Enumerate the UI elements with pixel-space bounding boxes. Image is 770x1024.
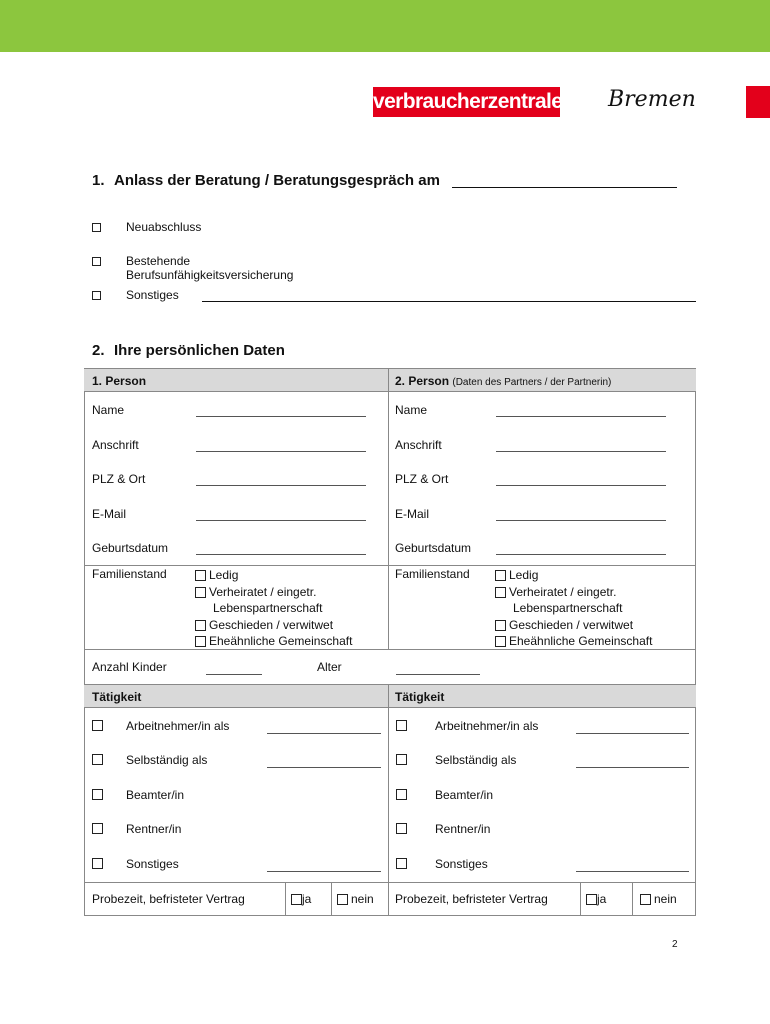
cell-divider — [632, 882, 633, 916]
option-label: Verheiratet / eingetr. — [209, 584, 317, 599]
p2-occ-employee-label: Arbeitnehmer/in als — [435, 719, 539, 733]
children-age-label: Alter — [317, 660, 342, 674]
p1-occ-checkbox-civilservant[interactable] — [92, 789, 103, 800]
p1-occ-selfemployed-field[interactable] — [267, 766, 381, 768]
p1-marital-options — [195, 567, 352, 650]
p2-birthdate-label: Geburtsdatum — [395, 541, 472, 555]
p1-occ-checkbox-employee[interactable] — [92, 720, 103, 731]
checkbox-icon[interactable] — [92, 223, 101, 232]
p1-name-label: Name — [92, 403, 125, 417]
option-label: Eheähnliche Gemeinschaft — [209, 634, 353, 648]
checkbox-icon[interactable] — [495, 587, 506, 598]
p1-address-field[interactable] — [196, 450, 366, 452]
section2-title-text: Ihre persönlichen Daten — [114, 342, 285, 359]
p2-occ-employee-field[interactable] — [576, 732, 689, 734]
option-label: Sonstiges — [126, 288, 179, 302]
sonstiges-text-field[interactable] — [202, 301, 696, 302]
option-label: Bestehende Berufsunfähigkeitsversicherung — [126, 254, 294, 282]
cell-divider — [285, 882, 286, 916]
section2-title — [92, 342, 285, 359]
section1-title — [92, 172, 440, 189]
yes-label: ja — [597, 892, 607, 906]
option-neuabschluss[interactable] — [92, 220, 202, 236]
option-bestehende-bu[interactable] — [92, 254, 294, 282]
checkbox-icon[interactable] — [337, 894, 348, 905]
p1-occ-civilservant-label: Beamter/in — [126, 788, 185, 802]
section2-number: 2. — [92, 342, 105, 359]
p2-marital-geschieden[interactable] — [495, 617, 652, 634]
option-label: Neuabschluss — [126, 220, 202, 234]
p2-zip-label: PLZ & Ort — [395, 472, 449, 486]
no-label: nein — [654, 892, 677, 906]
p1-occ-checkbox-retired[interactable] — [92, 823, 103, 834]
p1-address-label: Anschrift — [92, 438, 139, 452]
section1-title-text: Anlass der Beratung / Beratungsgespräch am — [114, 172, 440, 189]
page-number: 2 — [672, 939, 678, 950]
p2-zip-field[interactable] — [496, 484, 666, 486]
checkbox-icon[interactable] — [495, 620, 506, 631]
option-label: Eheähnliche Gemeinschaft — [509, 634, 653, 648]
checkbox-icon[interactable] — [586, 894, 597, 905]
p1-occ-other-label: Sonstiges — [126, 857, 179, 871]
section1-number: 1. — [92, 172, 105, 189]
p1-occ-selfemployed-label: Selbständig als — [126, 753, 208, 767]
cell-divider — [331, 882, 332, 916]
p1-zip-field[interactable] — [196, 484, 366, 486]
p1-birthdate-field[interactable] — [196, 553, 366, 555]
p2-marital-options — [495, 567, 652, 650]
p1-zip-label: PLZ & Ort — [92, 472, 146, 486]
p2-marital-verheiratet[interactable] — [495, 584, 652, 601]
row-divider — [84, 649, 696, 650]
consultation-date-field[interactable] — [452, 187, 677, 188]
person2-note: (Daten des Partners / der Partnerin) — [452, 377, 612, 388]
p1-occ-other-field[interactable] — [267, 870, 381, 872]
option-label: Geschieden / verwitwet — [509, 617, 634, 632]
option-label: Ledig — [509, 568, 539, 582]
option-label: Verheiratet / eingetr. — [509, 584, 617, 599]
top-green-bar — [0, 0, 770, 52]
p2-marital-label: Familienstand — [395, 567, 470, 581]
checkbox-icon[interactable] — [495, 570, 506, 581]
p2-probation-label: Probezeit, befristeter Vertrag — [395, 892, 548, 906]
p2-name-field[interactable] — [496, 415, 666, 417]
p2-marital-ledig[interactable] — [495, 567, 652, 584]
p2-birthdate-field[interactable] — [496, 553, 666, 555]
p2-occ-retired-label: Rentner/in — [435, 822, 491, 836]
checkbox-icon[interactable] — [495, 636, 506, 647]
p1-marital-verheiratet[interactable] — [195, 584, 352, 601]
p1-marital-eheaehnlich[interactable] — [195, 633, 352, 650]
p2-occ-checkbox-selfemployed[interactable] — [396, 754, 407, 765]
children-count-label: Anzahl Kinder — [92, 660, 167, 674]
person2-header — [395, 374, 611, 388]
p1-birthdate-label: Geburtsdatum — [92, 541, 169, 555]
occupation-header-row — [84, 684, 696, 708]
p2-email-label: E-Mail — [395, 507, 430, 521]
p1-probation-no[interactable] — [337, 892, 374, 906]
p2-occ-checkbox-civilservant[interactable] — [396, 789, 407, 800]
person1-header: 1. Person — [92, 374, 147, 388]
p1-occ-checkbox-other[interactable] — [92, 858, 103, 869]
p1-occ-checkbox-selfemployed[interactable] — [92, 754, 103, 765]
p2-marital-eheaehnlich[interactable] — [495, 633, 652, 650]
p2-occ-other-label: Sonstiges — [435, 857, 488, 871]
p1-marital-label: Familienstand — [92, 567, 167, 581]
row-divider — [84, 882, 696, 883]
checkbox-icon[interactable] — [195, 620, 206, 631]
cell-divider — [580, 882, 581, 916]
p2-occ-checkbox-retired[interactable] — [396, 823, 407, 834]
option-label-continued: Lebenspartnerschaft — [513, 601, 623, 615]
p2-occ-other-field[interactable] — [576, 870, 689, 872]
row-divider — [84, 565, 696, 566]
person2-header-label: 2. Person — [395, 374, 450, 388]
p1-marital-ledig[interactable] — [195, 567, 352, 584]
checkbox-icon[interactable] — [195, 570, 206, 581]
p2-occ-checkbox-employee[interactable] — [396, 720, 407, 731]
checkbox-icon[interactable] — [640, 894, 651, 905]
p1-email-field[interactable] — [196, 519, 366, 521]
option-label-continued: Lebenspartnerschaft — [213, 601, 323, 615]
checkbox-icon[interactable] — [291, 894, 302, 905]
p2-occ-selfemployed-label: Selbständig als — [435, 753, 517, 767]
children-count-field[interactable] — [206, 673, 262, 675]
p1-probation-yes[interactable] — [291, 892, 311, 906]
p2-address-label: Anschrift — [395, 438, 442, 452]
p1-marital-geschieden[interactable] — [195, 617, 352, 634]
checkbox-icon[interactable] — [92, 257, 101, 266]
p2-probation-no[interactable] — [640, 892, 677, 906]
p2-occ-checkbox-other[interactable] — [396, 858, 407, 869]
p2-probation-yes[interactable] — [586, 892, 606, 906]
checkbox-icon[interactable] — [195, 636, 206, 647]
column-divider-top — [388, 368, 389, 649]
p1-occupation-header: Tätigkeit — [92, 690, 142, 704]
red-square-mark — [746, 86, 770, 118]
checkbox-icon[interactable] — [92, 291, 101, 300]
brand-logo: verbraucherzentrale — [373, 87, 560, 117]
p1-occ-employee-label: Arbeitnehmer/in als — [126, 719, 230, 733]
yes-label: ja — [302, 892, 312, 906]
p1-occ-employee-field[interactable] — [267, 732, 381, 734]
p1-name-field[interactable] — [196, 415, 366, 417]
p2-email-field[interactable] — [496, 519, 666, 521]
option-label: Ledig — [209, 568, 239, 582]
children-age-field[interactable] — [396, 673, 480, 675]
p2-name-label: Name — [395, 403, 428, 417]
option-label: Geschieden / verwitwet — [209, 617, 334, 632]
city-name: Bremen — [608, 87, 696, 112]
no-label: nein — [351, 892, 374, 906]
p2-address-field[interactable] — [496, 450, 666, 452]
p1-probation-label: Probezeit, befristeter Vertrag — [92, 892, 245, 906]
p1-email-label: E-Mail — [92, 507, 127, 521]
p2-occ-civilservant-label: Beamter/in — [435, 788, 494, 802]
checkbox-icon[interactable] — [195, 587, 206, 598]
p2-occupation-header: Tätigkeit — [395, 690, 445, 704]
option-sonstiges[interactable] — [92, 288, 179, 304]
p2-occ-selfemployed-field[interactable] — [576, 766, 689, 768]
p1-occ-retired-label: Rentner/in — [126, 822, 182, 836]
